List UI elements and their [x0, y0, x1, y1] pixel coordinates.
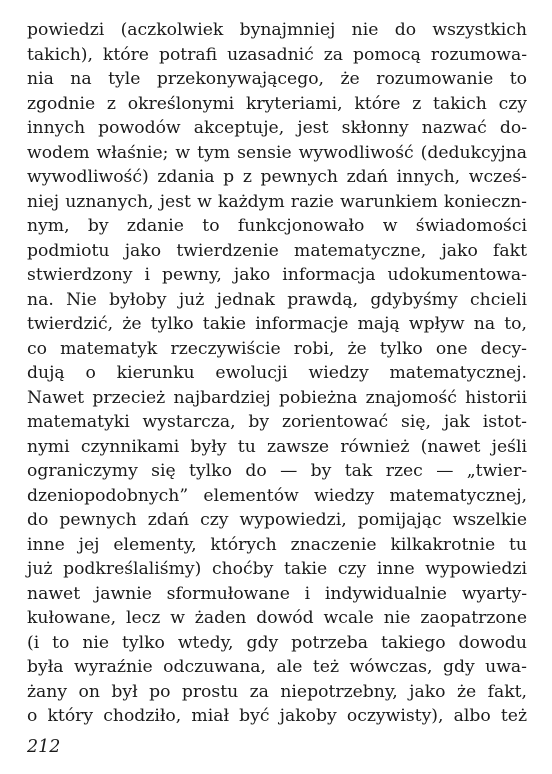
text-line: była wyraźnie odczuwana, ale też wówczas, gdy uwa- [27, 657, 527, 677]
text-line: o który chodziło, miał być jakoby oczywisty), albo też [27, 706, 527, 726]
text-line: podmiotu jako twierdzenie matematyczne, jako fakt [27, 240, 527, 261]
text-line: Nawet przecież najbardziej pobieżna znajomość historii [27, 387, 527, 408]
text-line: stwierdzony i pewny, jako informacja udokumentowa- [27, 265, 527, 285]
text-line: (i to nie tylko wtedy, gdy potrzeba takiego dowodu [27, 632, 527, 653]
text-line: co matematyk rzeczywiście robi, że tylko one decy- [27, 338, 527, 359]
text-line: dzeniopodobnych” elementów wiedzy matematycznej, [27, 485, 527, 506]
text-line: wywodliwość) zdania p z pewnych zdań innych, wcześ- [27, 167, 527, 187]
text-line: wodem właśnie; w tym sensie wywodliwość (dedukcyjna [27, 142, 527, 163]
page-number: 212 [27, 737, 61, 757]
text-line: matematyki wystarcza, by zorientować się, jak istot- [27, 412, 527, 432]
text-line: kułowane, lecz w żaden dowód wcale nie zaopatrzone [27, 608, 527, 628]
text-line: inne jej elementy, których znaczenie kilkakrotnie tu [27, 534, 527, 555]
text-line: do pewnych zdań czy wypowiedzi, pomijając wszelkie [27, 510, 527, 530]
text-line: nia na tyle przekonywającego, że rozumowanie to [27, 69, 527, 89]
text-line: ograniczymy się tylko do — by tak rzec — „twier- [27, 461, 527, 481]
text-line: już podkreślaliśmy) choćby takie czy inne wypowiedzi [27, 559, 527, 579]
text-line: innych powodów akceptuje, jest skłonny nazwać do- [27, 118, 527, 138]
text-line: powiedzi (aczkolwiek bynajmniej nie do wszystkich [27, 20, 527, 40]
text-line: niej uznanych, jest w każdym razie warunkiem konieczn- [27, 191, 527, 212]
text-line: nym, by zdanie to funkcjonowało w świadomości [27, 216, 527, 236]
body-text [27, 18, 527, 729]
text-line: nymi czynnikami były tu zawsze również (nawet jeśli [27, 436, 527, 457]
text-line: żany on był po prostu za niepotrzebny, jako że fakt, [27, 681, 527, 702]
text-line: takich), które potrafi uzasadnić za pomocą rozumowa- [27, 44, 527, 65]
text-line: zgodnie z określonymi kryteriami, które z takich czy [27, 93, 527, 114]
text-line: nawet jawnie sformułowane i indywidualnie wyarty- [27, 583, 527, 604]
text-line: na. Nie byłoby już jednak prawdą, gdybyśmy chcieli [27, 289, 527, 310]
text-line: twierdzić, że tylko takie informacje mają wpływ na to, [27, 314, 527, 334]
text-line: dują o kierunku ewolucji wiedzy matematycznej. [27, 363, 527, 383]
